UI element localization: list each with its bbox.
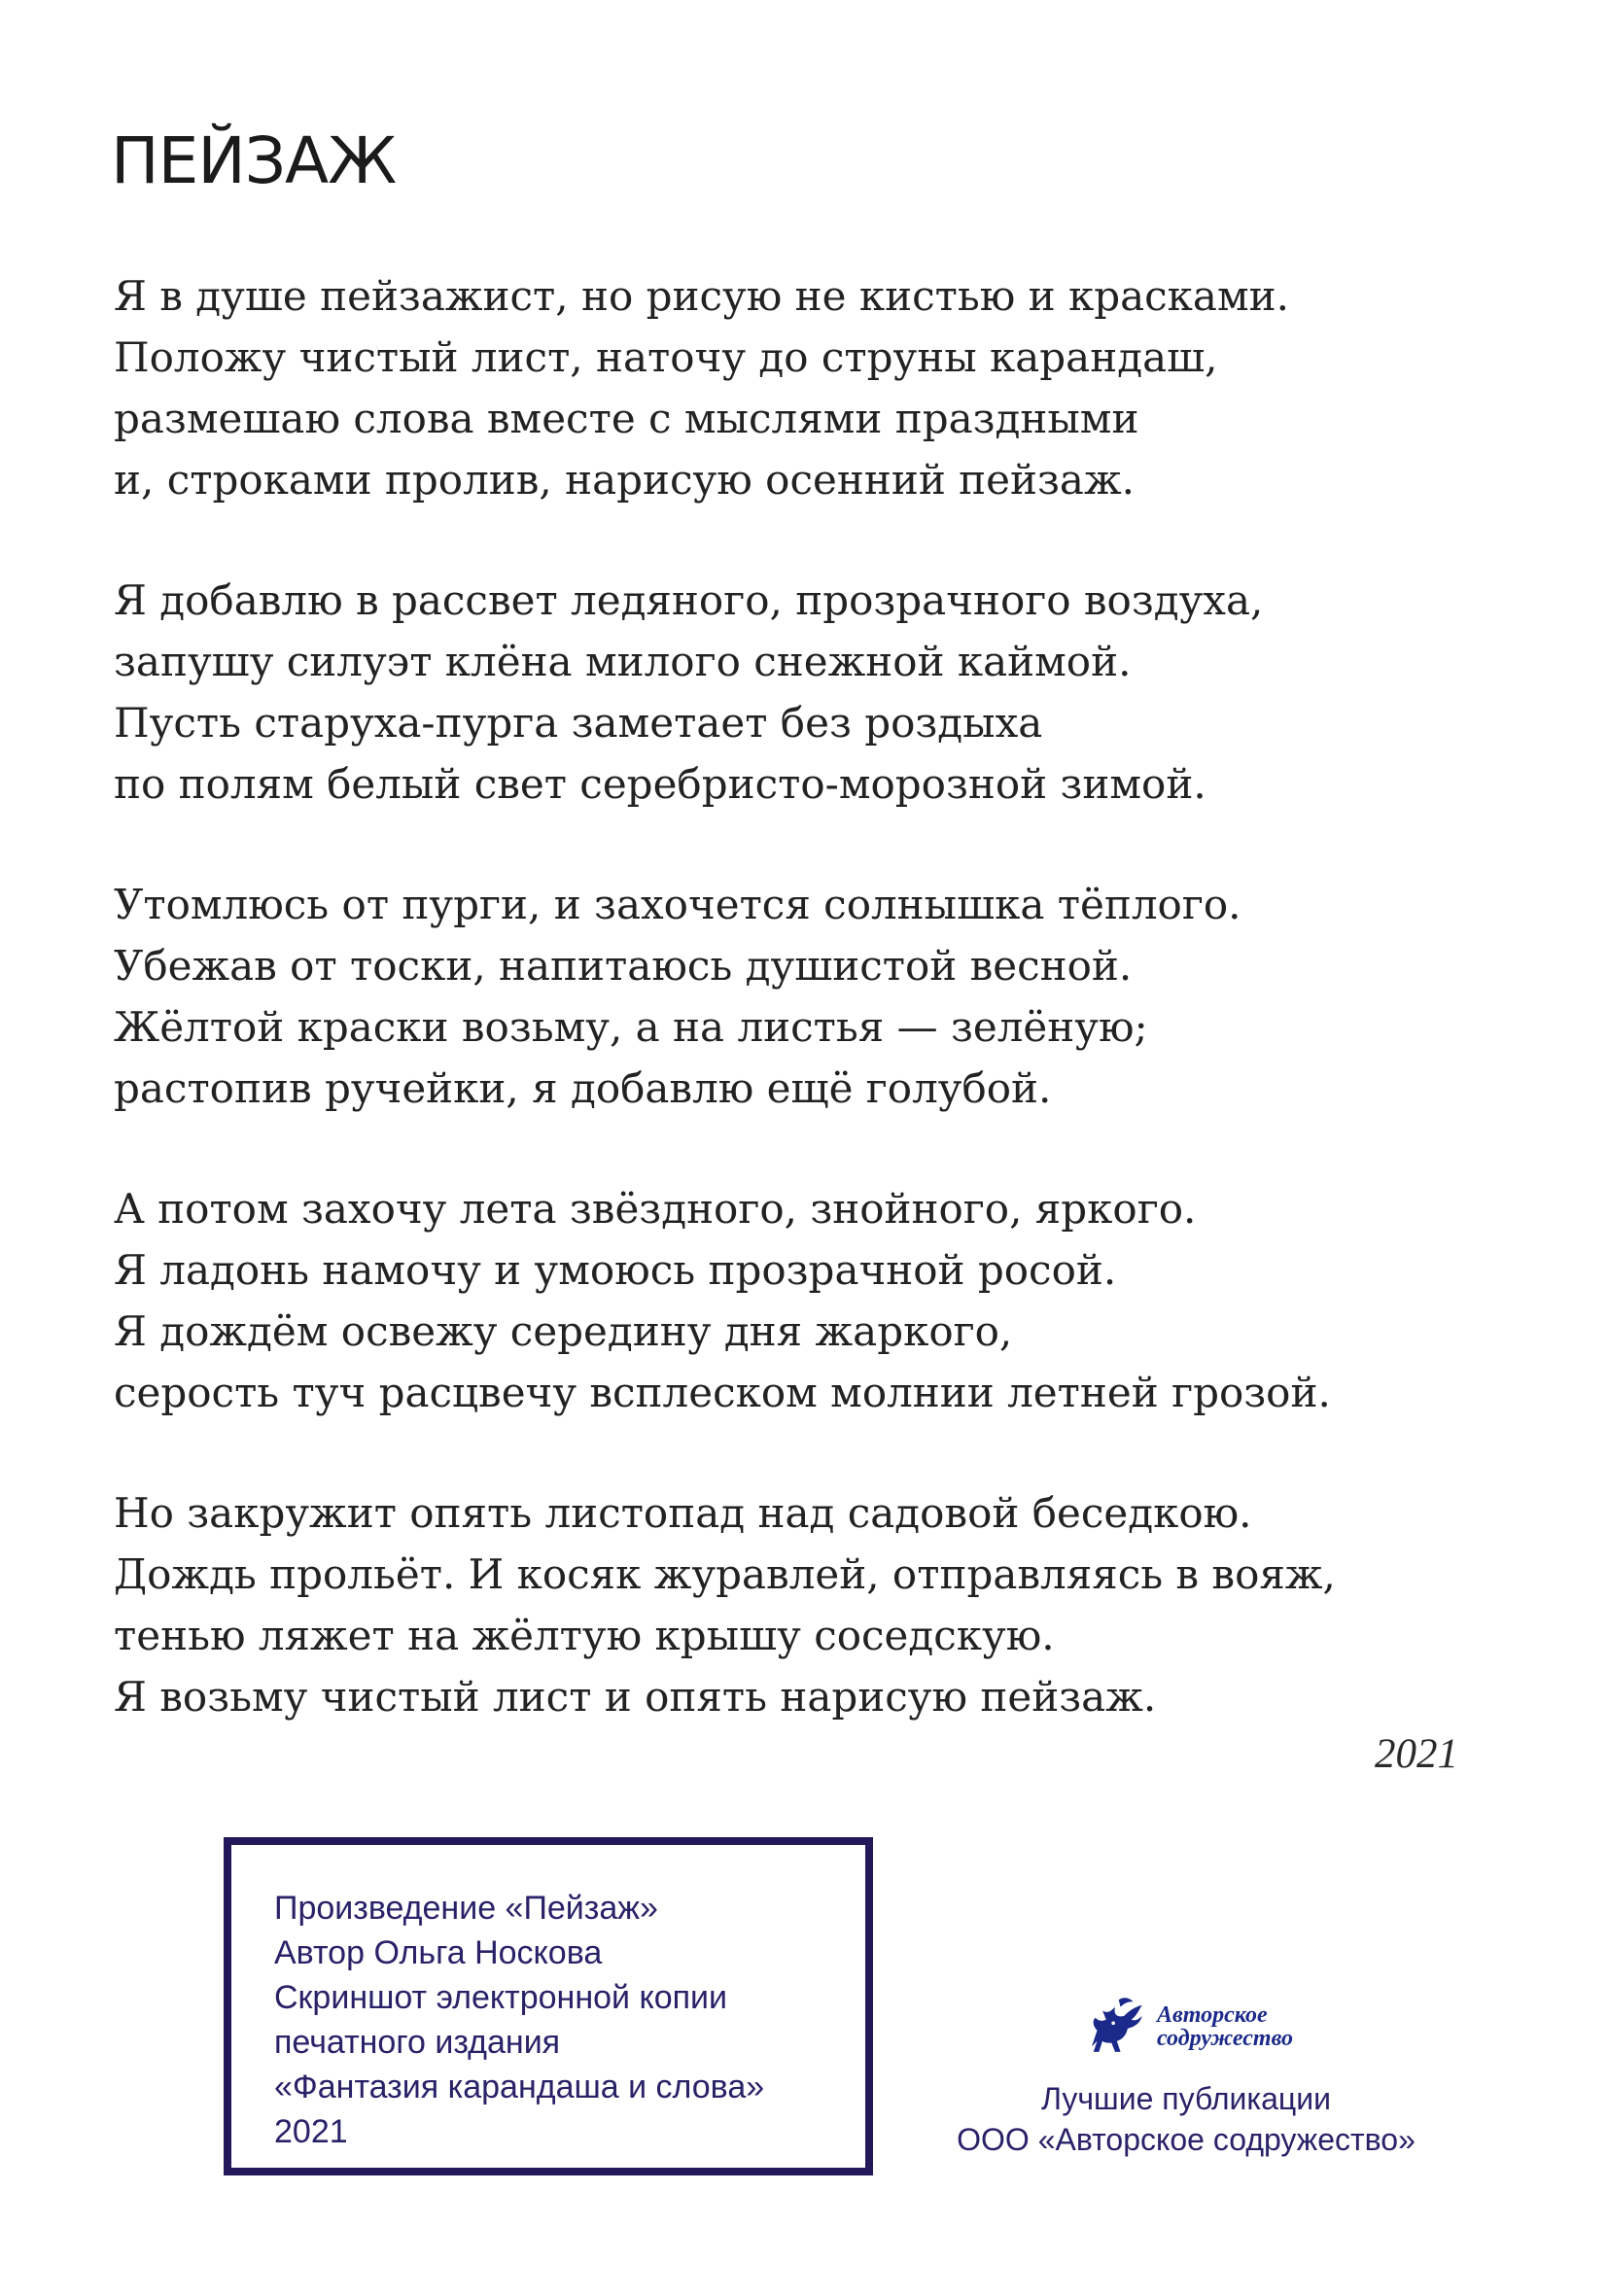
- info-line: 2021: [274, 2113, 348, 2150]
- poem-line: Я ладонь намочу и умоюсь прозрачной росой.: [114, 1246, 1117, 1294]
- logo-text-line: содружество: [1157, 2026, 1293, 2051]
- pegasus-logo-icon: [1079, 1991, 1151, 2063]
- publication-info-box: [224, 1837, 873, 2175]
- info-line: Автор Ольга Носкова: [274, 1934, 603, 1971]
- stanza-2: [114, 570, 1553, 815]
- publisher-line: Лучшие публикации: [1041, 2081, 1331, 2116]
- poem-line: Утомлюсь от пурги, и захочется солнышка тёплого.: [114, 881, 1241, 928]
- logo-text-line: Авторское: [1157, 2002, 1268, 2028]
- poem-line: Положу чистый лист, наточу до струны карандаш,: [114, 333, 1218, 381]
- stanza-5: [114, 1482, 1553, 1727]
- info-line: Произведение «Пейзаж»: [274, 1890, 658, 1927]
- poem-line: Жёлтой краски возьму, а на листья — зелёную;: [114, 1003, 1148, 1051]
- poem-line: серость туч расцвечу всплеском молнии летней грозой.: [114, 1369, 1331, 1416]
- stanza-1: [114, 265, 1553, 510]
- poem-line: Я дождём освежу середину дня жаркого,: [114, 1307, 1013, 1355]
- poem-line: тенью ляжет на жёлтую крышу соседскую.: [114, 1612, 1055, 1659]
- logo-wordmark: [1157, 2003, 1293, 2050]
- publisher-line: ООО «Авторское содружество»: [957, 2122, 1416, 2157]
- info-line: «Фантазия карандаша и слова»: [274, 2069, 765, 2105]
- publisher-logo: [933, 1983, 1439, 2070]
- poem-line: размешаю слова вместе с мыслями праздными: [114, 395, 1139, 442]
- poem-line: и, строками пролив, нарисую осенний пейзаж.: [114, 456, 1135, 504]
- poem-body: [114, 265, 1553, 1787]
- poem-line: по полям белый свет серебристо-морозной зимой.: [114, 760, 1206, 808]
- poem-line: Я добавлю в рассвет ледяного, прозрачного воздуха,: [114, 576, 1264, 624]
- poem-line: Пусть старуха-пурга заметает без роздыха: [114, 699, 1043, 747]
- info-line: Скриншот электронной копии: [274, 1979, 728, 2016]
- poem-line: Убежав от тоски, напитаюсь душистой весной.: [114, 942, 1133, 990]
- poem-line: Я в душе пейзажист, но рисую не кистью и красками.: [114, 272, 1289, 320]
- poem-line: Но закружит опять листопад над садовой беседкою.: [114, 1489, 1252, 1537]
- poem-line: растопив ручейки, я добавлю ещё голубой.: [114, 1064, 1052, 1112]
- stanza-4: [114, 1178, 1553, 1423]
- poem-line: Я возьму чистый лист и опять нарисую пейзаж.: [114, 1673, 1157, 1721]
- poem-title: ПЕЙЗАЖ: [111, 123, 397, 198]
- stanza-3: [114, 874, 1553, 1119]
- poem-year: 2021: [1375, 1731, 1458, 1777]
- poem-line: Дождь прольёт. И косяк журавлей, отправляясь в вояж,: [114, 1550, 1336, 1598]
- poem-line: А потом захочу лета звёздного, знойного, яркого.: [114, 1185, 1197, 1233]
- poem-line: запушу силуэт клёна милого снежной каймой.: [114, 638, 1132, 685]
- info-line: печатного издания: [274, 2024, 561, 2061]
- publisher-block: [933, 1983, 1439, 2160]
